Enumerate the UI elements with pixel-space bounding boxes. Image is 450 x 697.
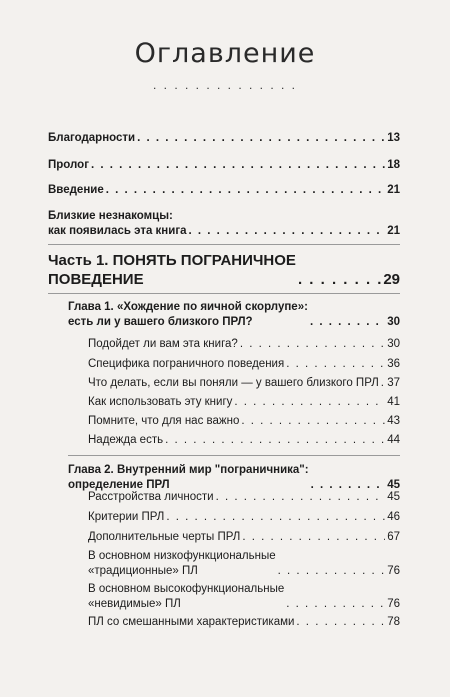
toc-section-1-5[interactable]: Помните, что для нас важно . . . 43	[88, 414, 400, 429]
toc-section-2-1[interactable]: Расстройства личности . . . 45	[88, 490, 400, 505]
dot-leader	[165, 433, 385, 448]
toc-section-2-5[interactable]: В основном высокофункциональные «невидимые» ПЛ . . . 76	[88, 582, 400, 612]
dot-leader	[189, 224, 386, 239]
dot-leader	[286, 357, 385, 372]
toc-section-1-4[interactable]: Как использовать эту книгу . . . 41	[88, 395, 400, 410]
dot-leader	[106, 183, 385, 198]
dot-leader	[234, 395, 385, 410]
page-title: Оглавление	[134, 38, 316, 69]
dot-leader	[241, 414, 385, 429]
toc-entry-introduction[interactable]: Введение . . . 21	[48, 183, 400, 198]
dot-leader	[216, 490, 386, 505]
dot-leader	[91, 158, 385, 173]
divider	[48, 244, 400, 245]
title-dots-ornament: . . . . . . . . . . . . . .	[152, 78, 298, 92]
dot-leader	[381, 376, 385, 391]
toc-section-2-3[interactable]: Дополнительные черты ПРЛ . . . 67	[88, 530, 400, 545]
toc-entry-close-strangers[interactable]: Близкие незнакомцы: как появилась эта книга . . . 21	[48, 209, 400, 239]
toc-section-1-3[interactable]: Что делать, если вы поняли — у вашего близкого ПРЛ . . . 37	[88, 376, 400, 391]
dot-leader	[286, 597, 385, 612]
dot-leader	[242, 530, 385, 545]
toc-section-2-4[interactable]: В основном низкофункциональные «традиционные» ПЛ . . . 76	[88, 549, 400, 579]
dot-leader	[240, 337, 385, 352]
toc-section-1-2[interactable]: Специфика пограничного поведения . . . 36	[88, 357, 400, 372]
dot-leader	[166, 510, 385, 525]
divider	[48, 293, 400, 294]
toc-entry-chapter-1[interactable]: Глава 1. «Хождение по яичной скорлупе»: есть ли у вашего близкого ПРЛ? . . . 30	[68, 300, 400, 330]
divider	[68, 455, 400, 456]
toc-section-2-6[interactable]: ПЛ со смешанными характеристиками . . . 78	[88, 615, 400, 630]
toc-section-1-1[interactable]: Подойдет ли вам эта книга? . . . 30	[88, 337, 400, 352]
dot-leader	[278, 564, 386, 579]
toc-entry-part-1[interactable]: Часть 1. ПОНЯТЬ ПОГРАНИЧНОЕ ПОВЕДЕНИЕ . . . 29	[48, 251, 400, 289]
dot-leader	[298, 270, 381, 289]
dot-leader	[296, 615, 385, 630]
toc-section-1-6[interactable]: Надежда есть . . . 44	[88, 433, 400, 448]
dot-leader	[310, 315, 385, 330]
toc-entry-chapter-2[interactable]: Глава 2. Внутренний мир "пограничника": определение ПРЛ . . . 45	[68, 463, 400, 493]
toc-entry-acknowledgements[interactable]: Благодарности . . . 13	[48, 131, 400, 146]
toc-section-2-2[interactable]: Критерии ПРЛ . . . 46	[88, 510, 400, 525]
toc-entry-prologue[interactable]: Пролог . . . 18	[48, 158, 400, 173]
dot-leader	[137, 131, 385, 146]
